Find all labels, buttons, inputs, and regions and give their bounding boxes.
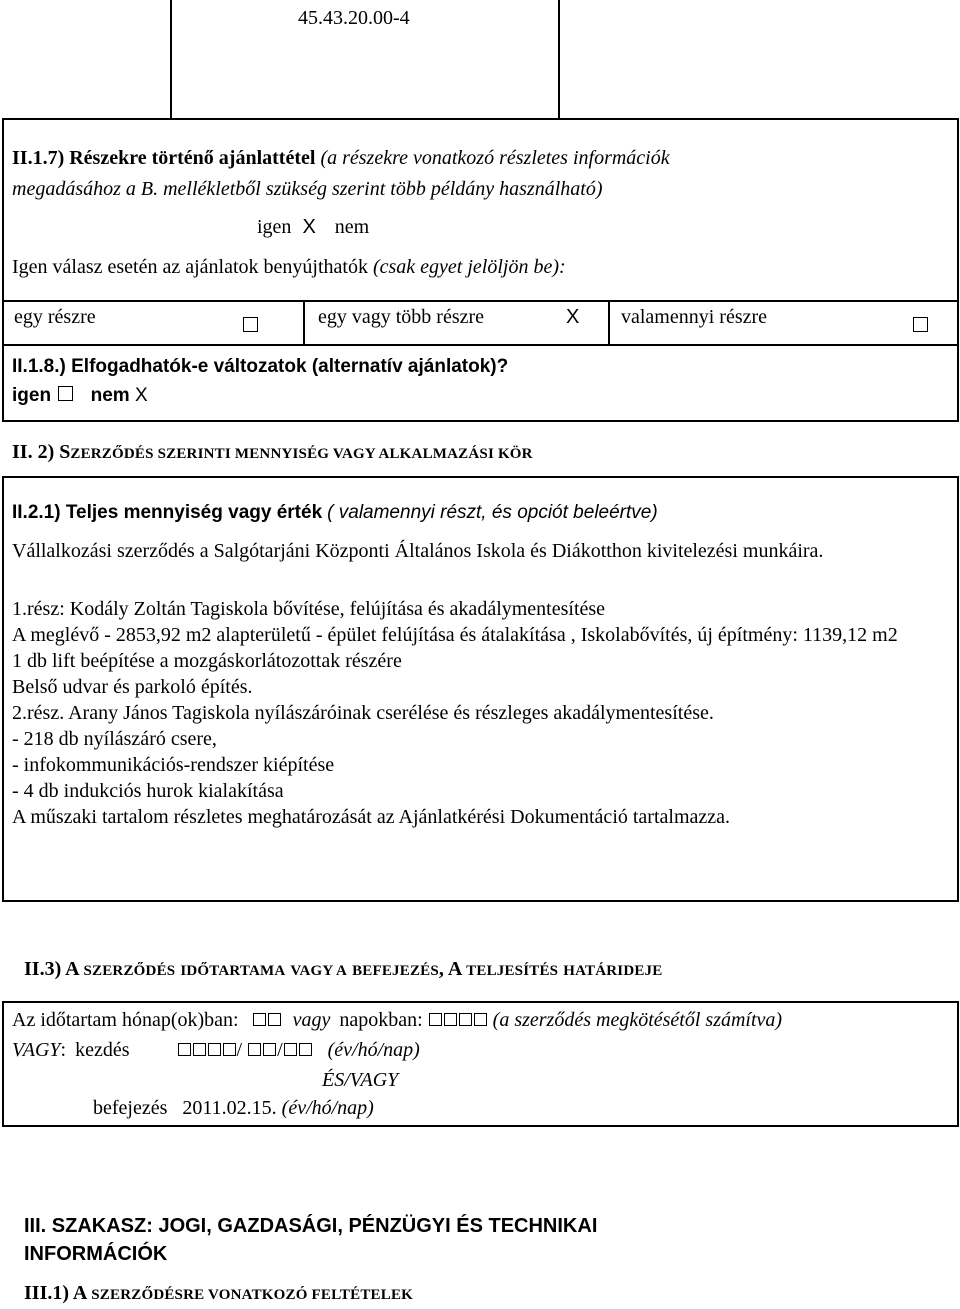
heading-word: IDŐTARTAMA [180, 963, 286, 979]
heading-word: TELJESÍTÉS [466, 963, 559, 979]
heading-word: SZERZŐDÉS [83, 963, 176, 979]
days-boxes[interactable] [428, 1009, 488, 1031]
days-note: (a szerződés megkötésétől számítva) [492, 1009, 783, 1031]
part-line: - 218 db nyílászáró csere, [12, 728, 217, 750]
section-2-2-1-title-bold: II.2.1) Teljes mennyiség vagy érték [12, 502, 323, 523]
kezdes-label: kezdés [75, 1039, 130, 1061]
option-egy-reszre-checkbox[interactable] [243, 317, 258, 332]
nem-label: nem [334, 216, 370, 238]
igen-mark[interactable]: X [302, 216, 316, 238]
section-2-1-8-title: II.1.8.) Elfogadhatók-e változatok (alternatív ajánlatok)? [12, 356, 509, 377]
alt-nem-mark[interactable]: X [134, 385, 148, 406]
months-boxes[interactable] [252, 1009, 282, 1031]
heading-smallcaps: ZERZŐDÉS SZERINTI MENNYISÉG VAGY ALKALMAZÁSI KÖR [70, 446, 533, 462]
heading-prefix: II. 2) [12, 441, 55, 463]
vagy-label: vagy [292, 1009, 331, 1031]
days-label: napokban: [339, 1009, 423, 1031]
part-line: 2.rész. Arany János Tagiskola nyílászáróinak cserélése és részleges akadálymentesítése. [12, 702, 714, 724]
section-2-1-8-answer [12, 384, 148, 409]
section-2-1-7-note: (a részekre vonatkozó részletes információk [320, 147, 670, 169]
alt-igen-label: igen [12, 385, 52, 406]
heading-word: BEFEJEZÉS [352, 963, 439, 979]
igen-nem-row [257, 214, 369, 240]
alt-igen-checkbox[interactable] [58, 386, 73, 401]
section-2-1-7-instruction [12, 254, 566, 280]
part-line: 1 db lift beépítése a mozgáskorlátozottak részére [12, 650, 402, 672]
section-2-1-7-title-line2: megadásához a B. mellékletből szükség szerint több példány használható) [12, 178, 603, 200]
section-2-1-7-title-line1 [12, 145, 670, 171]
cpv-code: 45.43.20.00-4 [298, 7, 410, 29]
part-line: - 4 db indukciós hurok kialakítása [12, 780, 284, 802]
option-egy-reszre: egy részre [14, 306, 96, 328]
contract-description: Vállalkozási szerződés a Salgótarjáni Központi Általános Iskola és Diákotthon kivitelezési munkáira. [12, 540, 824, 562]
start-month-boxes[interactable] [247, 1039, 277, 1061]
options-divider-1 [303, 300, 305, 346]
heading-comma: , [438, 958, 444, 980]
part-line: A műszaki tartalom részletes meghatározását az Ajánlatkérési Dokumentáció tartalmazza. [12, 806, 731, 828]
heading-prefix: III.1) [24, 1282, 70, 1304]
start-day-boxes[interactable] [283, 1039, 313, 1061]
vagy-caps: VAGY [12, 1039, 61, 1061]
section-2-2-heading [12, 439, 533, 465]
part-line: - infokommunikációs-rendszer kiépítése [12, 754, 335, 776]
parts-list [12, 596, 942, 830]
start-row: VAGY: kezdés / / (év/hó/nap) [12, 1039, 420, 1061]
section-2-2-1-title [12, 499, 658, 526]
igen-label: igen [257, 216, 292, 238]
instruction-italic: (csak egyet jelöljön be): [372, 256, 566, 278]
end-row [93, 1095, 374, 1121]
alt-nem-label: nem [90, 385, 130, 406]
part-line: A meglévő - 2853,92 m2 alapterületű - épület felújítása és átalakítása , Iskolabővítés, új építmény: 1139,12 m2 [12, 624, 898, 646]
heading-smallcaps: SZERZŐDÉSRE VONATKOZÓ FELTÉTELEK [91, 1287, 414, 1303]
option-egy-vagy-tobb-reszre: egy vagy több részre [318, 306, 485, 328]
end-date: 2011.02.15. [182, 1097, 277, 1119]
es-vagy: ÉS/VAGY [322, 1069, 399, 1091]
section-2-3-heading [24, 956, 662, 982]
instruction-regular: Igen válasz esetén az ajánlatok benyújthatók [12, 256, 368, 278]
months-label: Az időtartam hónap(ok)ban: [12, 1009, 239, 1031]
option-valamennyi-reszre: valamennyi részre [621, 306, 768, 328]
section-2-1-7-title: II.1.7) Részekre történő ajánlattétel [12, 147, 316, 169]
heading-word: A [447, 958, 462, 980]
heading-cap: S [59, 441, 71, 463]
option-valamennyi-checkbox[interactable] [913, 317, 928, 332]
options-divider-2 [608, 300, 610, 346]
befejezes-label: befejezés [93, 1097, 168, 1119]
heading-cap: A [72, 1282, 87, 1304]
section-3-1-heading [24, 1280, 413, 1306]
part-line: 1.rész: Kodály Zoltán Tagiskola bővítése, felújítása és akadálymentesítése [12, 598, 606, 620]
part-line: Belső udvar és parkoló építés. [12, 676, 253, 698]
heading-word: HATÁRIDEJE [563, 963, 663, 979]
heading-word: VAGY A [290, 963, 348, 979]
date-format-2: (év/hó/nap) [281, 1097, 374, 1119]
date-format: (év/hó/nap) [327, 1039, 420, 1061]
heading-prefix: II.3) [24, 958, 62, 980]
duration-row [12, 1007, 782, 1033]
section-3-title-line1: III. SZAKASZ: JOGI, GAZDASÁGI, PÉNZÜGYI ÉS TECHNIKAI [24, 1215, 598, 1237]
option-egy-vagy-tobb-mark[interactable]: X [566, 306, 580, 328]
section-3-title-line2: INFORMÁCIÓK [24, 1243, 168, 1265]
heading-word: A [65, 958, 79, 980]
section-2-2-1-title-italic: ( valamennyi részt, és opciót beleértve) [327, 502, 658, 523]
start-year-boxes[interactable] [177, 1039, 237, 1061]
